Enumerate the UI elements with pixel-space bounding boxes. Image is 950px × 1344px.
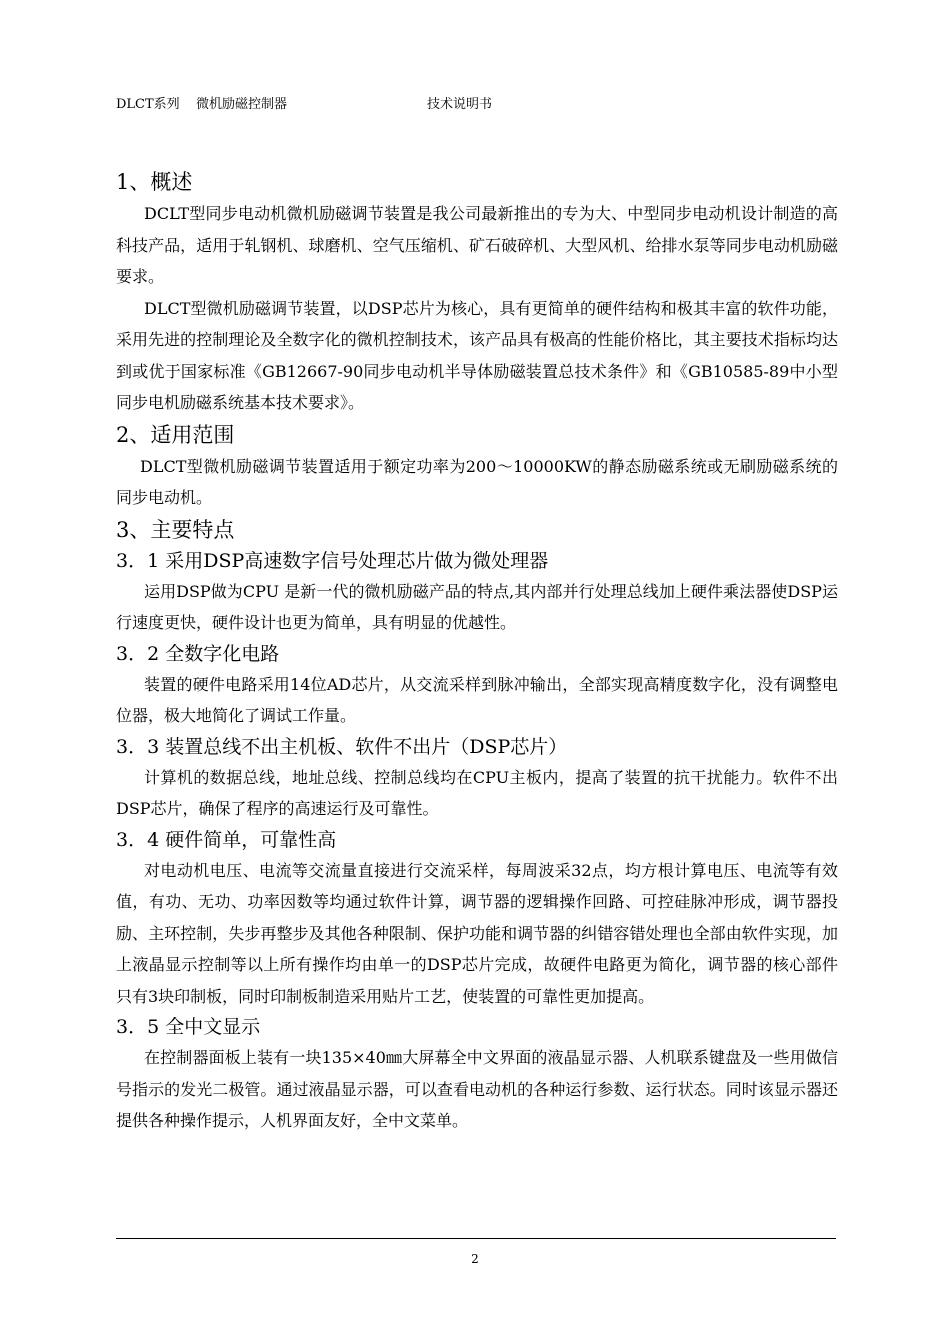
header-doctype: 技术说明书: [427, 97, 493, 112]
header-product: 微机励磁控制器: [196, 97, 288, 112]
section-3-heading: 3、主要特点: [116, 517, 235, 542]
page-number: 2: [471, 1252, 479, 1266]
section-3-2-paragraph: 装置的硬件电路采用14位AD芯片，从交流采样到脉冲输出，全部实现高精度数字化，没有调整电位器，极大地简化了调试工作量。: [116, 674, 838, 725]
section-3-1-heading: 3．1 采用DSP高速数字信号处理芯片做为微处理器: [116, 549, 549, 572]
section-1-paragraph-2: DLCT型微机励磁调节装置，以DSP芯片为核心，具有更简单的硬件结构和极其丰富的软件功能，采用先进的控制理论及全数字化的微机控制技术，该产品具有极高的性能价格比，其主要技术指标均达到或优于国家标准《GB12667-90同步电动机半导体励磁装置总技术条件》和《GB10585-89中小型同步电机励磁系统基本技术要求》。: [116, 298, 838, 412]
section-3-3-heading: 3．3 装置总线不出主机板、软件不出片（DSP芯片）: [116, 735, 568, 758]
section-3-3-paragraph: 计算机的数据总线，地址总线、控制总线均在CPU主板内，提高了装置的抗干扰能力。软件不出DSP芯片，确保了程序的高速运行及可靠性。: [116, 767, 838, 818]
document-body: [116, 166, 838, 1137]
section-1-paragraph-1: DCLT型同步电动机微机励磁调节装置是我公司最新推出的专为大、中型同步电动机设计制造的高科技产品，适用于轧钢机、球磨机、空气压缩机、矿石破碎机、大型风机、给排水泵等同步电动机励磁要求。: [116, 204, 838, 286]
section-2-heading: 2、适用范围: [116, 422, 235, 447]
section-3-4-paragraph: 对电动机电压、电流等交流量直接进行交流采样，每周波采32点，均方根计算电压、电流等有效值，有功、无功、功率因数等均通过软件计算，调节器的逻辑操作回路、可控硅脉冲形成，调节器投励、主环控制，失步再整步及其他各种限制、保护功能和调节器的纠错容错处理也全部由软件实现，加上液晶显示控制等以上所有操作均由单一的DSP芯片完成，故硬件电路更为简化，调节器的核心部件只有3块印制板，同时印制板制造采用贴片工艺，使装置的可靠性更加提高。: [116, 860, 838, 1006]
section-3-4-heading: 3．4 硬件简单，可靠性高: [116, 828, 337, 851]
section-3-5-paragraph: 在控制器面板上装有一块135×40㎜大屏幕全中文界面的液晶显示器、人机联系键盘及一些用做信号指示的发光二极管。通过液晶显示器，可以查看电动机的各种运行参数、运行状态。同时该显示器还提供各种操作提示，人机界面友好，全中文菜单。: [116, 1048, 838, 1130]
section-3-5-heading: 3．5 全中文显示: [116, 1016, 261, 1038]
footer-divider: [116, 1238, 836, 1239]
header-series: DLCT系列: [116, 97, 180, 112]
section-3-2-heading: 3．2 全数字化电路: [116, 642, 280, 665]
section-3-1-paragraph: 运用DSP做为CPU 是新一代的微机励磁产品的特点,其内部并行处理总线加上硬件乘法器使DSP运行速度更快，硬件设计也更为简单，具有明显的优越性。: [116, 581, 838, 632]
section-1-heading: 1、概述: [116, 170, 193, 194]
section-2-paragraph: DLCT型微机励磁调节装置适用于额定功率为200～10000KW的静态励磁系统或无刷励磁系统的同步电动机。: [116, 456, 838, 507]
